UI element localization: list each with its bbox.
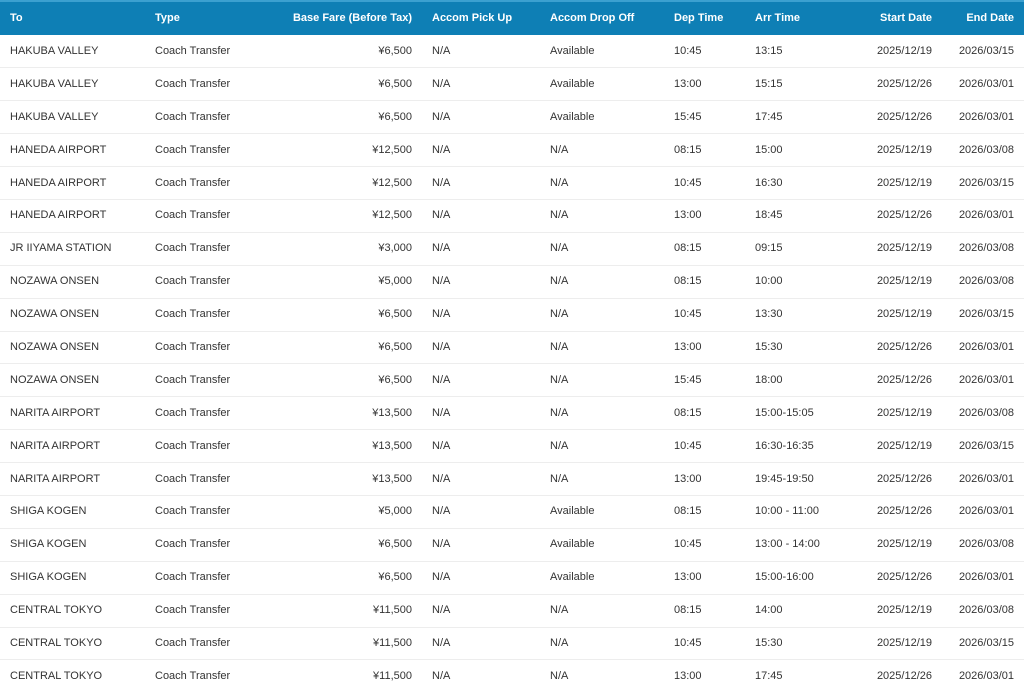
header-to: To [0, 1, 145, 35]
cell-arr-time: 14:00 [745, 594, 845, 627]
cell-accom-pick-up: N/A [422, 364, 540, 397]
cell-type: Coach Transfer [145, 232, 278, 265]
cell-type: Coach Transfer [145, 561, 278, 594]
cell-arr-time: 15:00-15:05 [745, 397, 845, 430]
table-row [0, 68, 1024, 101]
cell-end-date: 2026/03/08 [942, 232, 1024, 265]
cell-accom-pick-up: N/A [422, 495, 540, 528]
cell-dep-time: 13:00 [664, 331, 745, 364]
cell-accom-pick-up: N/A [422, 660, 540, 684]
cell-dep-time: 13:00 [664, 199, 745, 232]
cell-base-fare: ¥6,500 [278, 298, 422, 331]
cell-end-date: 2026/03/08 [942, 528, 1024, 561]
cell-accom-pick-up: N/A [422, 430, 540, 463]
cell-destination: NOZAWA ONSEN [0, 265, 145, 298]
cell-type: Coach Transfer [145, 430, 278, 463]
cell-arr-time: 17:45 [745, 101, 845, 134]
cell-type: Coach Transfer [145, 528, 278, 561]
cell-end-date: 2026/03/01 [942, 101, 1024, 134]
cell-accom-pick-up: N/A [422, 134, 540, 167]
cell-destination: SHIGA KOGEN [0, 528, 145, 561]
cell-accom-pick-up: N/A [422, 463, 540, 496]
table-row [0, 101, 1024, 134]
cell-end-date: 2026/03/15 [942, 430, 1024, 463]
table-header [0, 1, 1024, 35]
cell-base-fare: ¥13,500 [278, 430, 422, 463]
header-accom-drop-off: Accom Drop Off [540, 1, 664, 35]
cell-base-fare: ¥6,500 [278, 101, 422, 134]
cell-type: Coach Transfer [145, 463, 278, 496]
cell-arr-time: 18:45 [745, 199, 845, 232]
cell-dep-time: 13:00 [664, 561, 745, 594]
cell-destination: CENTRAL TOKYO [0, 594, 145, 627]
cell-accom-drop-off: N/A [540, 199, 664, 232]
cell-accom-drop-off: N/A [540, 265, 664, 298]
cell-destination: NOZAWA ONSEN [0, 364, 145, 397]
cell-accom-pick-up: N/A [422, 528, 540, 561]
cell-accom-pick-up: N/A [422, 265, 540, 298]
cell-base-fare: ¥6,500 [278, 331, 422, 364]
cell-arr-time: 15:30 [745, 331, 845, 364]
table-row [0, 167, 1024, 200]
table-row [0, 660, 1024, 684]
table-row [0, 528, 1024, 561]
cell-dep-time: 08:15 [664, 397, 745, 430]
cell-arr-time: 13:15 [745, 35, 845, 68]
cell-start-date: 2025/12/26 [845, 660, 942, 684]
cell-start-date: 2025/12/19 [845, 134, 942, 167]
cell-dep-time: 08:15 [664, 232, 745, 265]
header-base-fare: Base Fare (Before Tax) [278, 1, 422, 35]
cell-dep-time: 10:45 [664, 167, 745, 200]
table-row [0, 35, 1024, 68]
cell-arr-time: 17:45 [745, 660, 845, 684]
cell-base-fare: ¥11,500 [278, 594, 422, 627]
cell-dep-time: 10:45 [664, 627, 745, 660]
cell-start-date: 2025/12/19 [845, 35, 942, 68]
cell-accom-pick-up: N/A [422, 199, 540, 232]
cell-accom-drop-off: N/A [540, 397, 664, 430]
cell-accom-drop-off: N/A [540, 364, 664, 397]
cell-start-date: 2025/12/19 [845, 232, 942, 265]
cell-base-fare: ¥13,500 [278, 463, 422, 496]
cell-start-date: 2025/12/19 [845, 167, 942, 200]
header-end-date: End Date [942, 1, 1024, 35]
cell-type: Coach Transfer [145, 101, 278, 134]
cell-arr-time: 13:00 - 14:00 [745, 528, 845, 561]
cell-end-date: 2026/03/01 [942, 364, 1024, 397]
cell-arr-time: 18:00 [745, 364, 845, 397]
table-row [0, 627, 1024, 660]
cell-end-date: 2026/03/01 [942, 199, 1024, 232]
cell-base-fare: ¥12,500 [278, 167, 422, 200]
cell-destination: HANEDA AIRPORT [0, 134, 145, 167]
header-accom-pick-up: Accom Pick Up [422, 1, 540, 35]
cell-accom-drop-off: N/A [540, 430, 664, 463]
table-row [0, 495, 1024, 528]
cell-arr-time: 10:00 - 11:00 [745, 495, 845, 528]
cell-destination: HANEDA AIRPORT [0, 199, 145, 232]
cell-accom-pick-up: N/A [422, 232, 540, 265]
cell-start-date: 2025/12/26 [845, 331, 942, 364]
table-row [0, 364, 1024, 397]
cell-start-date: 2025/12/26 [845, 199, 942, 232]
cell-end-date: 2026/03/01 [942, 463, 1024, 496]
cell-base-fare: ¥13,500 [278, 397, 422, 430]
header-dep-time: Dep Time [664, 1, 745, 35]
cell-base-fare: ¥6,500 [278, 364, 422, 397]
cell-accom-drop-off: Available [540, 35, 664, 68]
cell-type: Coach Transfer [145, 199, 278, 232]
cell-start-date: 2025/12/26 [845, 364, 942, 397]
cell-arr-time: 13:30 [745, 298, 845, 331]
cell-start-date: 2025/12/19 [845, 627, 942, 660]
cell-accom-drop-off: Available [540, 101, 664, 134]
cell-destination: NARITA AIRPORT [0, 463, 145, 496]
cell-start-date: 2025/12/26 [845, 561, 942, 594]
cell-start-date: 2025/12/26 [845, 463, 942, 496]
table-row [0, 397, 1024, 430]
cell-destination: NARITA AIRPORT [0, 430, 145, 463]
cell-accom-pick-up: N/A [422, 397, 540, 430]
cell-type: Coach Transfer [145, 397, 278, 430]
cell-end-date: 2026/03/01 [942, 68, 1024, 101]
cell-base-fare: ¥5,000 [278, 495, 422, 528]
cell-accom-pick-up: N/A [422, 331, 540, 364]
cell-dep-time: 13:00 [664, 660, 745, 684]
cell-accom-drop-off: Available [540, 561, 664, 594]
cell-arr-time: 16:30-16:35 [745, 430, 845, 463]
cell-accom-drop-off: Available [540, 528, 664, 561]
cell-accom-pick-up: N/A [422, 594, 540, 627]
cell-dep-time: 13:00 [664, 68, 745, 101]
cell-end-date: 2026/03/08 [942, 265, 1024, 298]
cell-accom-drop-off: N/A [540, 298, 664, 331]
cell-base-fare: ¥6,500 [278, 561, 422, 594]
cell-destination: CENTRAL TOKYO [0, 660, 145, 684]
cell-arr-time: 10:00 [745, 265, 845, 298]
cell-accom-drop-off: N/A [540, 594, 664, 627]
header-start-date: Start Date [845, 1, 942, 35]
cell-accom-pick-up: N/A [422, 101, 540, 134]
cell-arr-time: 19:45-19:50 [745, 463, 845, 496]
cell-accom-drop-off: N/A [540, 660, 664, 684]
header-row [0, 1, 1024, 35]
table-row [0, 430, 1024, 463]
cell-destination: SHIGA KOGEN [0, 495, 145, 528]
table-row [0, 561, 1024, 594]
cell-dep-time: 08:15 [664, 265, 745, 298]
table-row [0, 134, 1024, 167]
cell-end-date: 2026/03/08 [942, 134, 1024, 167]
cell-end-date: 2026/03/08 [942, 594, 1024, 627]
cell-accom-drop-off: Available [540, 495, 664, 528]
cell-accom-drop-off: Available [540, 68, 664, 101]
cell-destination: NARITA AIRPORT [0, 397, 145, 430]
cell-dep-time: 15:45 [664, 364, 745, 397]
cell-type: Coach Transfer [145, 495, 278, 528]
cell-base-fare: ¥11,500 [278, 660, 422, 684]
cell-base-fare: ¥11,500 [278, 627, 422, 660]
cell-start-date: 2025/12/19 [845, 397, 942, 430]
cell-arr-time: 15:30 [745, 627, 845, 660]
cell-destination: CENTRAL TOKYO [0, 627, 145, 660]
cell-type: Coach Transfer [145, 660, 278, 684]
cell-base-fare: ¥12,500 [278, 134, 422, 167]
cell-type: Coach Transfer [145, 594, 278, 627]
table-body [0, 35, 1024, 684]
cell-destination: NOZAWA ONSEN [0, 331, 145, 364]
cell-end-date: 2026/03/01 [942, 331, 1024, 364]
header-type: Type [145, 1, 278, 35]
cell-destination: HAKUBA VALLEY [0, 68, 145, 101]
cell-destination: JR IIYAMA STATION [0, 232, 145, 265]
cell-destination: HANEDA AIRPORT [0, 167, 145, 200]
table-row [0, 463, 1024, 496]
table-row [0, 331, 1024, 364]
cell-base-fare: ¥6,500 [278, 528, 422, 561]
cell-start-date: 2025/12/26 [845, 495, 942, 528]
cell-type: Coach Transfer [145, 331, 278, 364]
cell-dep-time: 08:15 [664, 594, 745, 627]
cell-base-fare: ¥3,000 [278, 232, 422, 265]
cell-end-date: 2026/03/15 [942, 298, 1024, 331]
cell-dep-time: 10:45 [664, 430, 745, 463]
table-row [0, 298, 1024, 331]
cell-type: Coach Transfer [145, 35, 278, 68]
cell-end-date: 2026/03/15 [942, 627, 1024, 660]
cell-destination: HAKUBA VALLEY [0, 35, 145, 68]
cell-accom-drop-off: N/A [540, 167, 664, 200]
cell-accom-pick-up: N/A [422, 35, 540, 68]
cell-type: Coach Transfer [145, 68, 278, 101]
cell-arr-time: 15:15 [745, 68, 845, 101]
table-row [0, 232, 1024, 265]
cell-dep-time: 10:45 [664, 528, 745, 561]
cell-dep-time: 10:45 [664, 35, 745, 68]
cell-start-date: 2025/12/19 [845, 298, 942, 331]
cell-type: Coach Transfer [145, 134, 278, 167]
cell-type: Coach Transfer [145, 265, 278, 298]
cell-accom-pick-up: N/A [422, 68, 540, 101]
cell-accom-drop-off: N/A [540, 627, 664, 660]
cell-arr-time: 15:00 [745, 134, 845, 167]
cell-arr-time: 15:00-16:00 [745, 561, 845, 594]
cell-end-date: 2026/03/08 [942, 397, 1024, 430]
cell-end-date: 2026/03/15 [942, 35, 1024, 68]
cell-dep-time: 10:45 [664, 298, 745, 331]
cell-type: Coach Transfer [145, 167, 278, 200]
header-arr-time: Arr Time [745, 1, 845, 35]
cell-type: Coach Transfer [145, 627, 278, 660]
cell-dep-time: 13:00 [664, 463, 745, 496]
cell-type: Coach Transfer [145, 364, 278, 397]
table-row [0, 199, 1024, 232]
cell-type: Coach Transfer [145, 298, 278, 331]
cell-accom-drop-off: N/A [540, 232, 664, 265]
cell-accom-pick-up: N/A [422, 298, 540, 331]
cell-dep-time: 08:15 [664, 495, 745, 528]
cell-dep-time: 15:45 [664, 101, 745, 134]
cell-arr-time: 16:30 [745, 167, 845, 200]
cell-arr-time: 09:15 [745, 232, 845, 265]
cell-end-date: 2026/03/01 [942, 561, 1024, 594]
cell-base-fare: ¥6,500 [278, 68, 422, 101]
cell-start-date: 2025/12/19 [845, 430, 942, 463]
cell-end-date: 2026/03/01 [942, 495, 1024, 528]
table-row [0, 265, 1024, 298]
cell-base-fare: ¥5,000 [278, 265, 422, 298]
cell-accom-pick-up: N/A [422, 627, 540, 660]
cell-start-date: 2025/12/19 [845, 528, 942, 561]
cell-destination: HAKUBA VALLEY [0, 101, 145, 134]
cell-base-fare: ¥6,500 [278, 35, 422, 68]
cell-destination: SHIGA KOGEN [0, 561, 145, 594]
cell-end-date: 2026/03/15 [942, 167, 1024, 200]
cell-end-date: 2026/03/01 [942, 660, 1024, 684]
cell-destination: NOZAWA ONSEN [0, 298, 145, 331]
cell-accom-pick-up: N/A [422, 561, 540, 594]
cell-start-date: 2025/12/26 [845, 101, 942, 134]
cell-start-date: 2025/12/19 [845, 594, 942, 627]
cell-accom-drop-off: N/A [540, 331, 664, 364]
cell-base-fare: ¥12,500 [278, 199, 422, 232]
cell-start-date: 2025/12/26 [845, 68, 942, 101]
cell-accom-drop-off: N/A [540, 463, 664, 496]
cell-accom-pick-up: N/A [422, 167, 540, 200]
cell-start-date: 2025/12/19 [845, 265, 942, 298]
cell-dep-time: 08:15 [664, 134, 745, 167]
table-row [0, 594, 1024, 627]
cell-accom-drop-off: N/A [540, 134, 664, 167]
